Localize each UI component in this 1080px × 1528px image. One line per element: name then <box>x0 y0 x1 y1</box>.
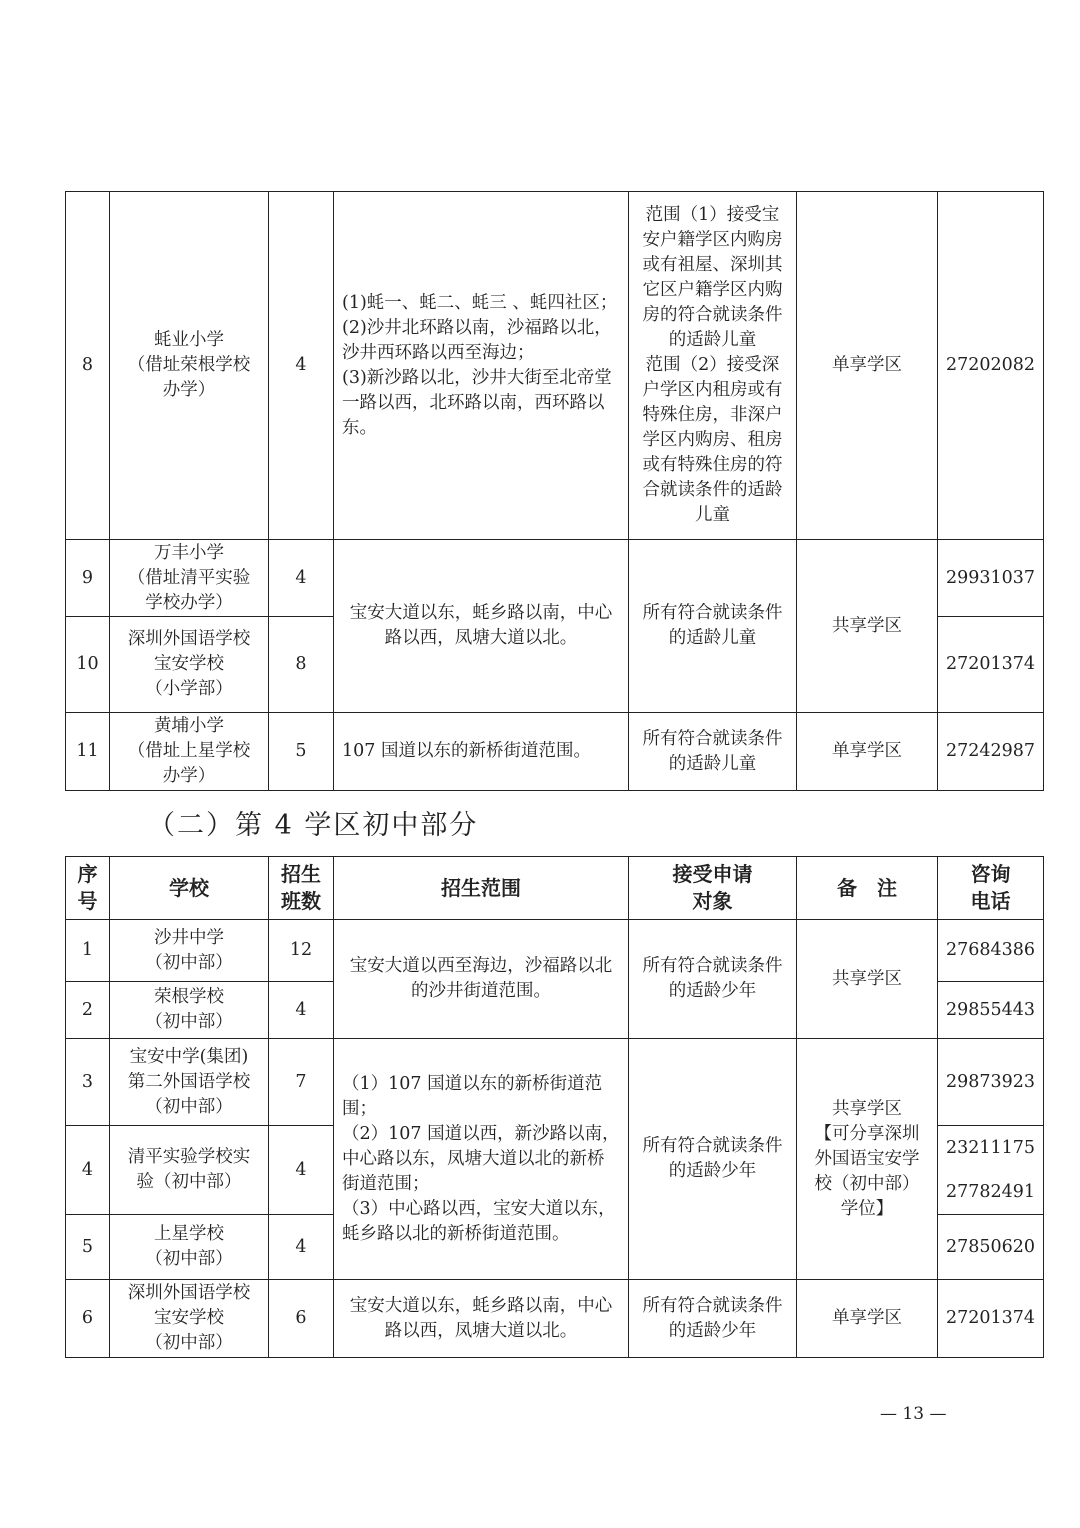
row-number: 3 <box>66 1039 110 1126</box>
school-name: 宝安中学(集团) 第二外国语学校 （初中部） <box>110 1039 269 1126</box>
remark: 共享学区 【可分享深圳外国语宝安学校（初中部）学位】 <box>797 1039 938 1280</box>
phone: 27850620 <box>938 1215 1044 1280</box>
school-name: 荣根学校 （初中部） <box>110 982 269 1039</box>
applicants: 所有符合就读条件的适龄少年 <box>629 1280 797 1358</box>
applicants: 所有符合就读条件的适龄儿童 <box>629 540 797 713</box>
table-row <box>66 713 1044 791</box>
header-scope: 招生范围 <box>334 857 629 920</box>
table-row <box>66 1039 1044 1126</box>
remark: 共享学区 <box>797 540 938 713</box>
header-remark: 备 注 <box>797 857 938 920</box>
row-number: 11 <box>66 713 110 791</box>
phone: 27201374 <box>938 1280 1044 1358</box>
row-number: 2 <box>66 982 110 1039</box>
class-count: 8 <box>269 617 334 713</box>
row-number: 4 <box>66 1126 110 1215</box>
enrollment-scope: 宝安大道以西至海边，沙福路以北的沙井街道范围。 <box>334 920 629 1039</box>
row-number: 9 <box>66 540 110 617</box>
class-count: 12 <box>269 920 334 982</box>
applicants: 所有符合就读条件的适龄儿童 <box>629 713 797 791</box>
remark: 单享学区 <box>797 1280 938 1358</box>
remark: 单享学区 <box>797 713 938 791</box>
applicants: 所有符合就读条件的适龄少年 <box>629 920 797 1039</box>
school-name: 蚝业小学 （借址荣根学校 办学） <box>110 192 269 540</box>
applicants: 范围（1）接受宝安户籍学区内购房或有祖屋、深圳其它区户籍学区内购房的符合就读条件的适龄儿童 范围（2）接受深户学区内租房或有特殊住房，非深户学区内购房、租房或有特殊住房的符合就读条件的适龄儿童 <box>629 192 797 540</box>
class-count: 5 <box>269 713 334 791</box>
row-number: 5 <box>66 1215 110 1280</box>
enrollment-scope: 宝安大道以东，蚝乡路以南，中心路以西，凤塘大道以北。 <box>334 1280 629 1358</box>
enrollment-scope: (1)蚝一、蚝二、蚝三 、蚝四社区； (2)沙井北环路以南，沙福路以北，沙井西环路以西至海边； (3)新沙路以北，沙井大街至北帝堂一路以西，北环路以南，西环路以东。 <box>334 192 629 540</box>
junior-high-table <box>65 856 1044 1358</box>
header-no: 序 号 <box>66 857 110 920</box>
header-applicants: 接受申请 对象 <box>629 857 797 920</box>
school-name: 上星学校 （初中部） <box>110 1215 269 1280</box>
phone: 27684386 <box>938 920 1044 982</box>
table-row <box>66 920 1044 982</box>
header-classes: 招生 班数 <box>269 857 334 920</box>
table-header-row <box>66 857 1044 920</box>
header-phone: 咨询 电话 <box>938 857 1044 920</box>
remark: 单享学区 <box>797 192 938 540</box>
enrollment-scope: （1）107 国道以东的新桥街道范围； （2）107 国道以西，新沙路以南，中心路以东，凤塘大道以北的新桥街道范围； （3）中心路以西，宝安大道以东，蚝乡路以北的新桥街道范围。 <box>334 1039 629 1280</box>
row-number: 6 <box>66 1280 110 1358</box>
school-name: 沙井中学 （初中部） <box>110 920 269 982</box>
row-number: 1 <box>66 920 110 982</box>
row-number: 10 <box>66 617 110 713</box>
page-number: — 13 — <box>880 1404 947 1424</box>
table-row <box>66 192 1044 540</box>
phone: 29931037 <box>938 540 1044 617</box>
class-count: 4 <box>269 1126 334 1215</box>
table-row <box>66 540 1044 617</box>
phone: 27202082 <box>938 192 1044 540</box>
class-count: 4 <box>269 192 334 540</box>
class-count: 4 <box>269 540 334 617</box>
applicants: 所有符合就读条件的适龄少年 <box>629 1039 797 1280</box>
class-count: 4 <box>269 982 334 1039</box>
enrollment-scope: 107 国道以东的新桥街道范围。 <box>334 713 629 791</box>
class-count: 4 <box>269 1215 334 1280</box>
section-title: （二）第 4 学区初中部分 <box>148 810 479 841</box>
school-name: 深圳外国语学校 宝安学校 （小学部） <box>110 617 269 713</box>
phone: 29873923 <box>938 1039 1044 1126</box>
school-name: 万丰小学 （借址清平实验 学校办学） <box>110 540 269 617</box>
phone: 23211175 27782491 <box>938 1126 1044 1215</box>
phone: 29855443 <box>938 982 1044 1039</box>
primary-school-table <box>65 191 1044 791</box>
school-name: 清平实验学校实 验（初中部） <box>110 1126 269 1215</box>
remark: 共享学区 <box>797 920 938 1039</box>
class-count: 6 <box>269 1280 334 1358</box>
class-count: 7 <box>269 1039 334 1126</box>
phone: 27242987 <box>938 713 1044 791</box>
table-row <box>66 1280 1044 1358</box>
school-name: 深圳外国语学校 宝安学校 （初中部） <box>110 1280 269 1358</box>
header-school: 学校 <box>110 857 269 920</box>
enrollment-scope: 宝安大道以东，蚝乡路以南，中心路以西，凤塘大道以北。 <box>334 540 629 713</box>
row-number: 8 <box>66 192 110 540</box>
school-name: 黄埔小学 （借址上星学校 办学） <box>110 713 269 791</box>
phone: 27201374 <box>938 617 1044 713</box>
